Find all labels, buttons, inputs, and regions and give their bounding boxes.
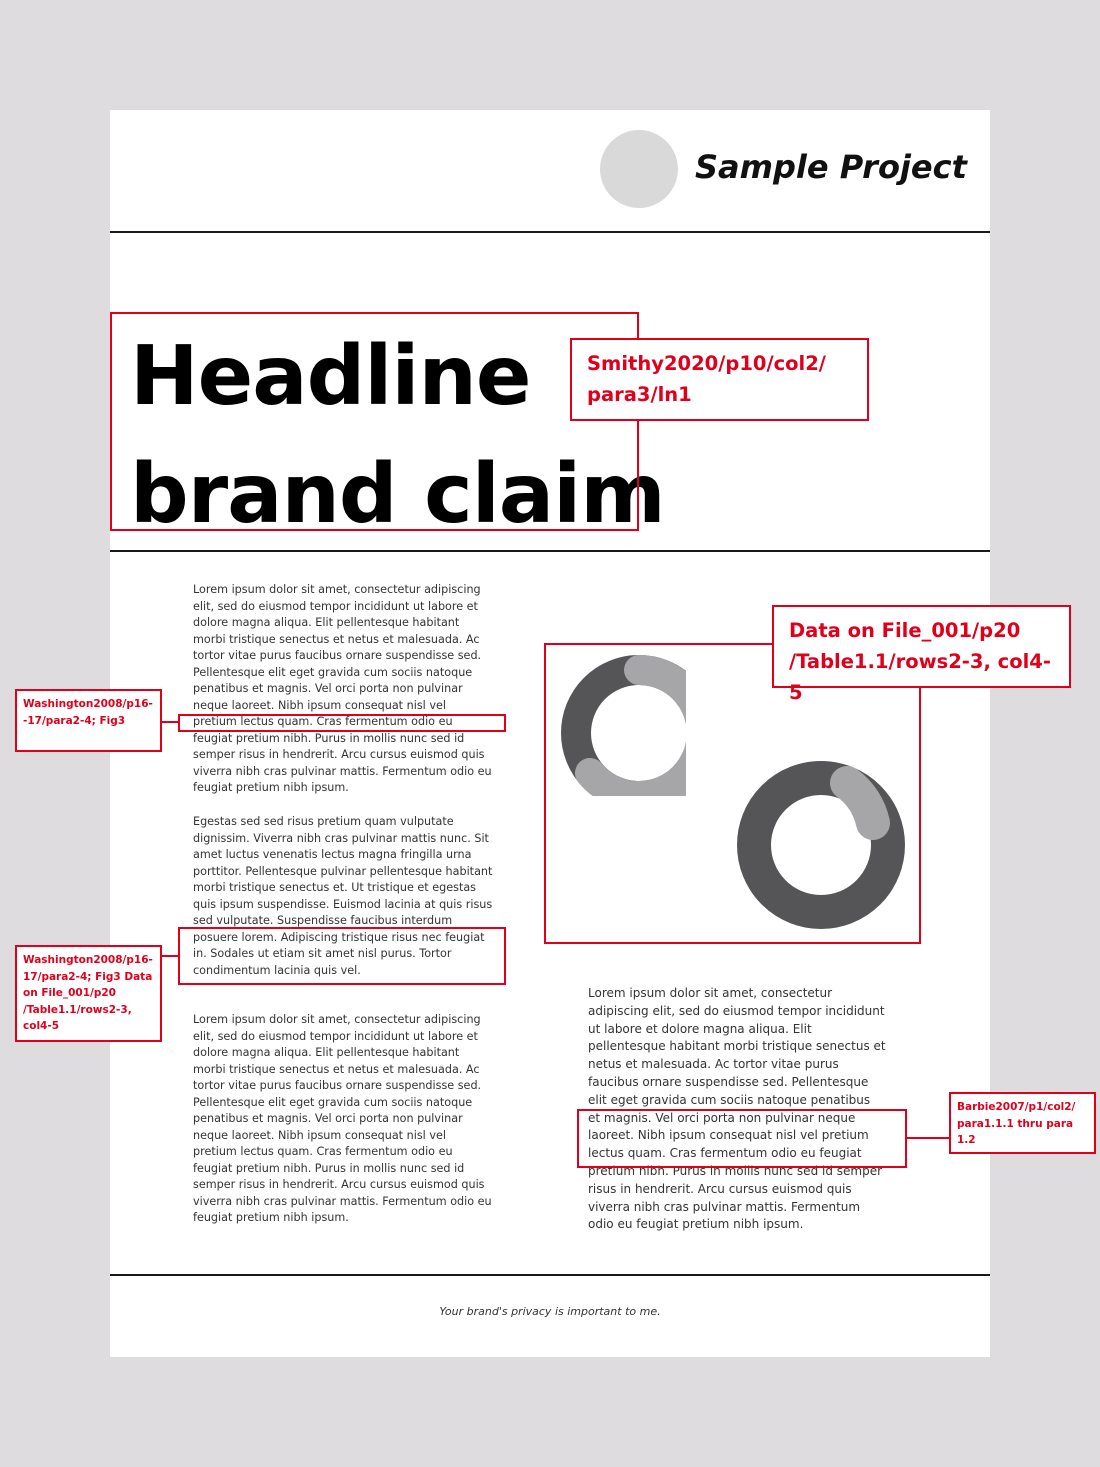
project-title: Sample Project — [695, 148, 967, 186]
footer-note: Your brand's privacy is important to me. — [439, 1305, 661, 1318]
body-paragraph-2: Egestas sed sed risus pretium quam vulputate dignissim. Viverra nibh cras pulvinar mattis nunc. Sit amet luctus venenatis lectus magna fringilla urna porttitor. Pellentesque pulvinar pellentesque habitant morbi tristique senectus et. Ut tristique et egestas quis ipsum suspendisse. Euismod lacinia at quis risus sed vulputate. Suspendisse faucibus interdum posuere lorem. Adipiscing tristique risus nec feugiat in. Sodales ut etiam sit amet nisl purus. Tortor condimentum lacinia quis vel. — [193, 815, 493, 977]
left-citation-highlight-2 — [178, 927, 506, 985]
left-citation-highlight-1 — [178, 714, 506, 732]
left-connector-2 — [161, 955, 179, 957]
headline-highlight-box — [110, 312, 639, 531]
headline-line-1: Headline — [130, 329, 531, 424]
header-divider — [110, 231, 990, 233]
body-paragraph-1: Lorem ipsum dolor sit amet, consectetur adipiscing elit, sed do eiusmod tempor incididunt ut labore et dolore magna aliqua. Elit pellentesque habitant morbi tristique senectus et netus et malesuada. Ac tortor vitae purus faucibus ornare suspendisse sed. Pellentesque elit eget gravida cum sociis natoque penatibus et magnis. Vel orci porta non pulvinar neque laoreet. Nibh ipsum consequat nisl vel pretium lectus quam. Cras fermentum odio eu feugiat pretium nibh. Purus in mollis nunc sed id semper risus in hendrerit. Arcu cursus euismod quis viverra nibh cras pulvinar mattis. Fermentum odio eu feugiat pretium nibh ipsum. — [193, 583, 492, 794]
headline-line-2: brand claim — [130, 447, 665, 542]
left-connector-1 — [161, 721, 179, 723]
body-paragraph-3: Lorem ipsum dolor sit amet, consectetur adipiscing elit, sed do eiusmod tempor incididunt ut labore et dolore magna aliqua. Elit pellentesque habitant morbi tristique senectus et netus et malesuada. Ac tortor vitae purus faucibus ornare suspendisse sed. Pellentesque elit eget gravida cum sociis natoque penatibus et magnis. Vel orci porta non pulvinar neque laoreet. Nibh ipsum consequat nisl vel pretium lectus quam. Cras fermentum odio eu feugiat pretium nibh. Purus in mollis nunc sed id semper risus in hendrerit. Arcu cursus euismod quis viverra nibh cras pulvinar mattis. Fermentum odio eu feugiat pretium nibh ipsum. — [193, 1013, 492, 1224]
chart-reference-note: Data on File_001/p20 /Table1.1/rows2-3, col4-5 — [772, 605, 1071, 688]
logo-placeholder-icon — [600, 130, 678, 208]
headline-reference-note: Smithy2020/p10/col2/ para3/ln1 — [570, 338, 869, 421]
right-connector — [906, 1137, 950, 1139]
chart-highlight-box — [544, 643, 921, 944]
right-citation-highlight — [577, 1109, 907, 1168]
left-reference-note-2: Washington2008/p16- 17/para2-4; Fig3 Data on File_001/p20 /Table1.1/rows2-3, col4-5 — [15, 945, 162, 1042]
right-reference-note: Barbie2007/p1/col2/ para1.1.1 thru para 1.2 — [949, 1092, 1096, 1154]
body-paragraph-right: Lorem ipsum dolor sit amet, consectetur adipiscing elit, sed do eiusmod tempor incididunt ut labore et dolore magna aliqua. Elit pellentesque habitant morbi tristique senectus et netus et malesuada. Ac tortor vitae purus faucibus ornare suspendisse sed. Pellentesque elit eget gravida cum sociis natoque penatibus et magnis. Vel orci porta non pulvinar neque laoreet. Nibh ipsum consequat nisl vel pretium lectus quam. Cras fermentum odio eu feugiat pretium nibh. Purus in mollis nunc sed id semper risus in hendrerit. Arcu cursus euismod quis viverra nibh cras pulvinar mattis. Fermentum odio eu feugiat pretium nibh ipsum. — [588, 986, 886, 1232]
headline-divider — [110, 550, 990, 552]
left-reference-note-1: Washington2008/p16- -17/para2-4; Fig3 — [15, 689, 162, 752]
footer-divider — [110, 1274, 990, 1276]
